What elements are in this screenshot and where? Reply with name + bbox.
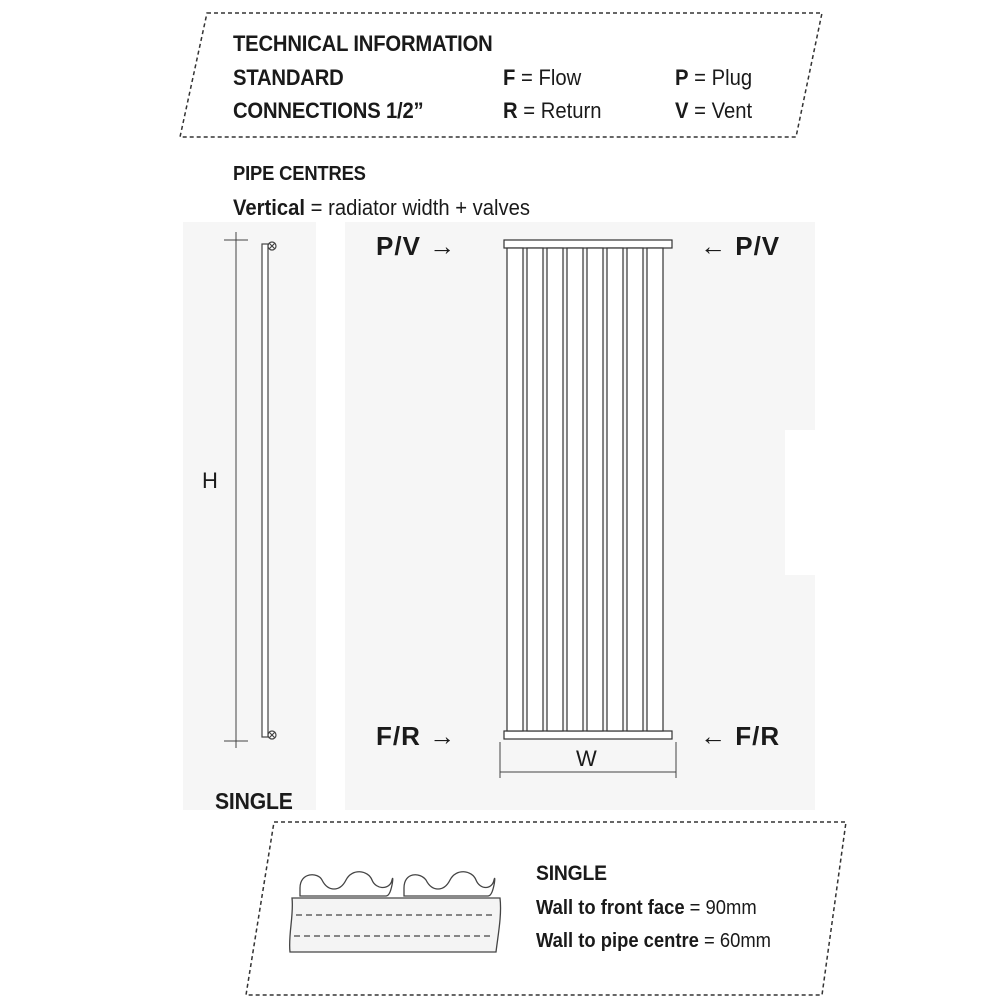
pipe-centres-title: PIPE CENTRES [233,163,366,185]
connections-label: CONNECTIONS 1/2” [233,98,424,123]
legend-key: F [503,65,516,90]
connection-label: P/V [376,231,421,261]
pipe-centre-spec [536,930,771,953]
front-face-label: Wall to front face [536,897,685,919]
single-title: SINGLE [536,862,607,885]
legend-equals: = [694,98,706,123]
arrow-right-icon: → [429,231,457,261]
width-label: W [576,746,597,771]
orientation-label: Vertical [233,195,306,220]
pipe-centres-description: = radiator width + valves [310,195,531,220]
connection-label: F/R [735,721,781,751]
connection-label: F/R [376,721,421,751]
connection-label: P/V [735,231,781,261]
legend-key: V [675,98,689,123]
panel-type-label: SINGLE [215,788,293,814]
pipe-centre-label: Wall to pipe centre [536,930,699,952]
front-face-spec [536,897,757,920]
legend-value: Flow [538,65,582,90]
legend-equals: = [523,98,536,123]
pipe-centre-value: = 60mm [704,930,772,952]
front-face-value: = 90mm [689,897,757,919]
arrow-left-icon: ← [700,721,727,751]
legend-key: P [675,65,689,90]
legend-value: Return [540,98,602,123]
legend-equals: = [521,65,533,90]
legend-value: Plug [711,65,753,90]
legend-key: R [503,98,518,123]
technical-title: TECHNICAL INFORMATION [233,31,493,56]
arrow-left-icon: ← [700,231,727,261]
cross-section-icon [290,872,501,952]
legend-value: Vent [711,98,753,123]
legend-equals: = [694,65,706,90]
arrow-right-icon: → [429,721,457,751]
standard-label: STANDARD [233,65,344,90]
height-label: H [202,468,218,493]
